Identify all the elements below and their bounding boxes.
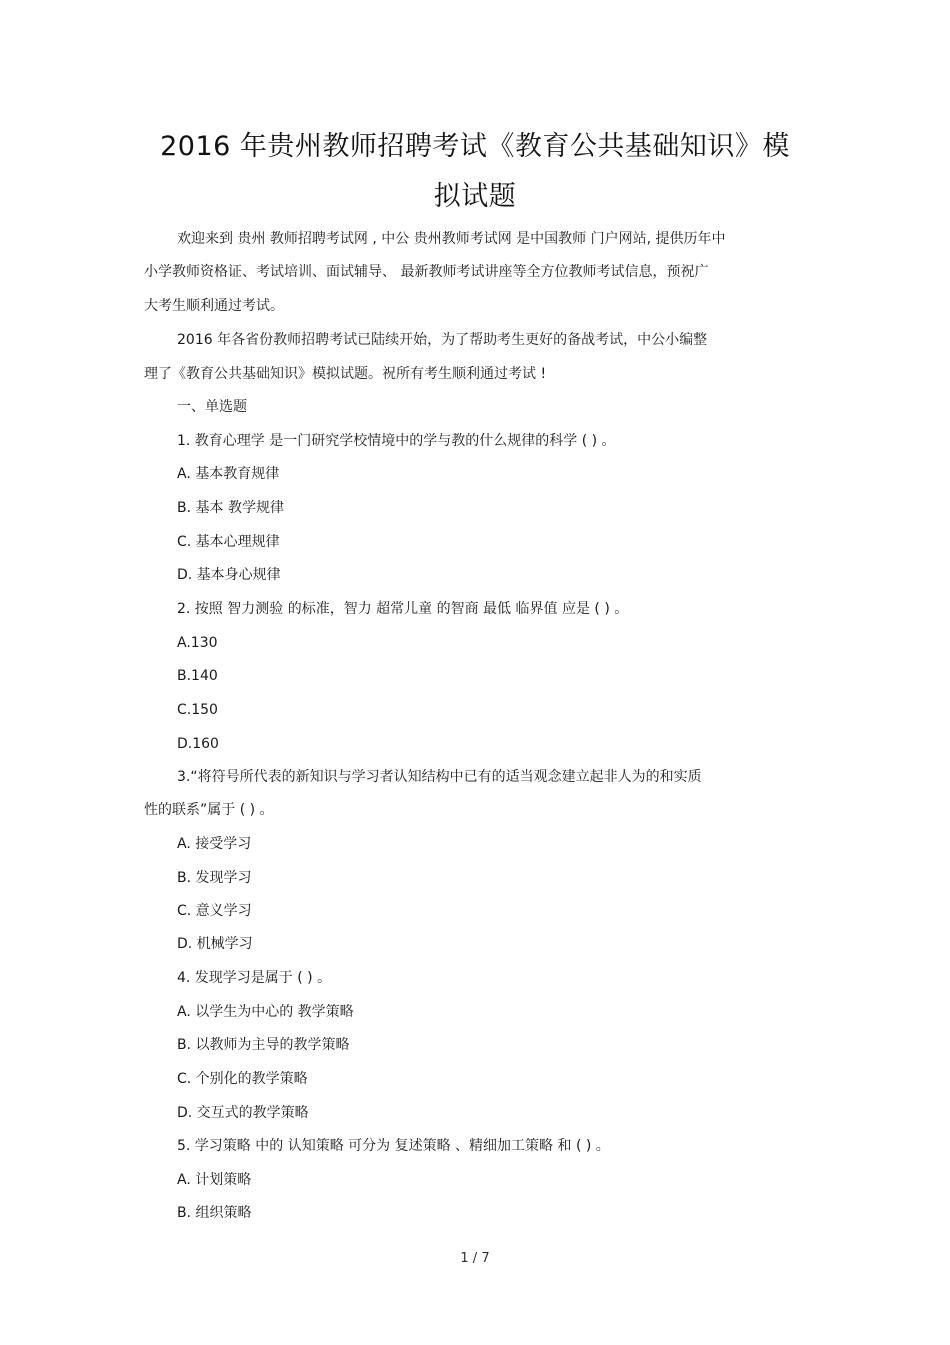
- question-option: D.160: [177, 736, 219, 752]
- question-option: B. 发现学习: [177, 870, 252, 886]
- question-option: C. 意义学习: [177, 903, 252, 919]
- question-stem: 4. 发现学习是属于 ( ) 。: [177, 970, 332, 986]
- page-number: 1 / 7: [460, 1251, 490, 1266]
- question-option: C. 个别化的教学策略: [177, 1071, 308, 1087]
- intro-line: 2016 年各省份教师招聘考试已陆续开始，为了帮助考生更好的备战考试，中公小编整: [177, 332, 708, 348]
- question-option: B. 以教师为主导的教学策略: [177, 1037, 350, 1053]
- question-option: A. 计划策略: [177, 1172, 252, 1188]
- question-option: C. 基本心理规律: [177, 534, 280, 550]
- question-stem: 性的联系”属于 ( ) 。: [144, 802, 274, 818]
- question-option: A. 基本教育规律: [177, 466, 280, 482]
- question-option: C.150: [177, 702, 218, 718]
- question-stem: 3.“将符号所代表的新知识与学习者认知结构中已有的适当观念建立起非人为的和实质: [177, 769, 702, 785]
- question-option: A.130: [177, 635, 218, 651]
- document-title-line-2: 拟试题: [433, 181, 517, 212]
- question-option: D. 基本身心规律: [177, 567, 281, 583]
- intro-line: 理了《教育公共基础知识》模拟试题。祝所有考生顺利通过考试 !: [144, 366, 547, 382]
- question-option: D. 机械学习: [177, 936, 253, 952]
- question-stem: 2. 按照 智力测验 的标准，智力 超常儿童 的智商 最低 临界值 应是 ( ) 。: [177, 601, 629, 617]
- question-option: A. 以学生为中心的 教学策略: [177, 1004, 354, 1020]
- question-stem: 5. 学习策略 中的 认知策略 可分为 复述策略 、精细加工策略 和 ( ) 。: [177, 1138, 610, 1154]
- intro-line: 大考生顺利通过考试。: [144, 298, 284, 314]
- question-option: D. 交互式的教学策略: [177, 1105, 309, 1121]
- question-option: B. 基本 教学规律: [177, 500, 284, 516]
- intro-line: 小学教师资格证、考试培训、面试辅导、 最新教师考试讲座等全方位教师考试信息，预祝广: [144, 264, 709, 280]
- section-heading: 一、单选题: [177, 399, 247, 415]
- question-option: A. 接受学习: [177, 836, 252, 852]
- question-option: B. 组织策略: [177, 1205, 252, 1221]
- question-option: B.140: [177, 668, 218, 684]
- document-title-line-1: 2016 年贵州教师招聘考试《教育公共基础知识》模: [160, 131, 790, 162]
- intro-line: 欢迎来到 贵州 教师招聘考试网 , 中公 贵州教师考试网 是中国教师 门户网站, 提供历年中: [177, 231, 726, 247]
- question-stem: 1. 教育心理学 是一门研究学校情境中的学与教的什么规律的科学 ( ) 。: [177, 433, 616, 449]
